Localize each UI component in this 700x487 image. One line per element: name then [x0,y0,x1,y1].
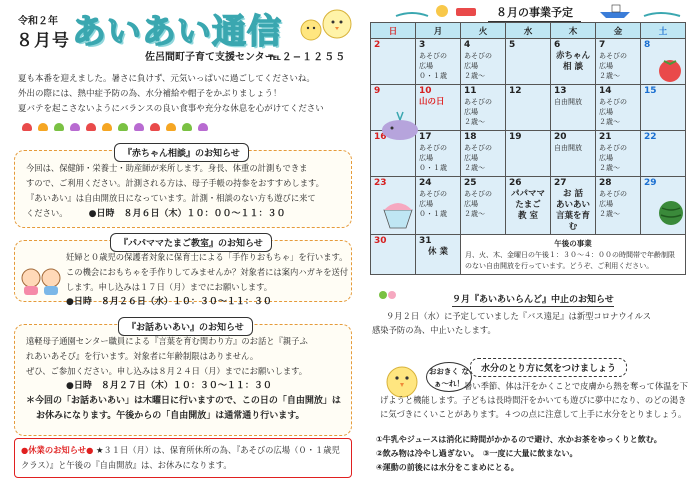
day-number: 22 [644,132,657,142]
day-number: 13 [554,86,567,96]
day-event: あそびの [599,52,627,60]
afternoon-program-heading: 午後の事業 [554,239,592,248]
day-number: 14 [599,86,612,96]
calendar-day [461,39,506,85]
calendar-title: ８月の事業予定 [488,4,581,23]
fruit-decoration-row [22,122,352,132]
weekday-mon: 月 [416,23,461,39]
chick-illustration [293,6,353,46]
shaved-ice-illustration [378,196,418,232]
hydration-body: 暑い季節、体は汗をかくことで皮膚から熱を奪って体温を下げようと機能します。子どもは長時間汗をかいても遊びに夢中になり、のどの渇きに気づきにくいことがあります。４つの点に注意して上手に水分をとりましょう。 [380,381,689,419]
intro-line: 夏バテを起こさないようにバランスの良い食事や充分な休息を心がけてください [18,104,324,114]
day-event: ０・１歳 [419,72,447,80]
weekday-sat: 土 [641,23,686,39]
newsletter-title: あいあい通信 [72,12,282,52]
issue-month: ８月号 [16,31,70,51]
day-number: 12 [509,86,522,96]
day-event: ２歳〜 [599,118,620,126]
calendar-day [461,131,506,177]
day-number: 20 [554,132,567,142]
day-number: 24 [419,178,432,188]
day-number: 10 [419,86,432,96]
day-number: 3 [419,40,426,50]
body-line: します。申し込みは１７日（月）までにお願いします。 [66,282,273,292]
calendar-day [506,39,551,85]
calendar-day [596,39,641,85]
day-event: ２歳〜 [464,164,485,172]
day-number: 29 [644,178,657,188]
day-event: ２歳〜 [464,210,485,218]
calendar-day [416,39,461,85]
day-event: 広場 [464,108,478,116]
day-event: 広場 [464,154,478,162]
day-number: 19 [509,132,522,142]
day-event: あそびの [419,190,447,198]
day-event: ２歳〜 [464,118,485,126]
day-number: 2 [374,40,381,50]
calendar-day [641,131,686,177]
weekday-wed: 水 [506,23,551,39]
publisher: 佐呂間町子育て支援センター [145,52,275,63]
holiday-notice-label: ●休業のお知らせ● [21,445,94,455]
day-event: 広場 [464,200,478,208]
day-event: 自由開放 [554,98,582,106]
day-event: あそびの [599,98,627,106]
day-event: 広場 [419,154,433,162]
event-calendar [370,22,686,275]
calendar-day [506,131,551,177]
day-event: パパママ [510,189,545,199]
hydration-tips [376,433,694,475]
day-event: 言葉を育む [555,211,590,232]
calendar-day [416,235,461,275]
day-event: 広場 [419,200,433,208]
day-number: 6 [554,40,561,50]
day-number: 18 [464,132,477,142]
story-time-schedule: ●日時 ８月２７日（木）１０：３０〜１１：３０ [66,381,272,391]
papa-mama-body [66,250,350,310]
day-event: 自由開放 [554,144,582,152]
aiai-land-title [452,292,614,307]
day-number: 4 [464,40,471,50]
calendar-day [506,177,551,235]
baby-consult-schedule: ●日時 ８月６日（木）１０：００〜１１：３０ [88,209,286,219]
day-event: あそびの [599,190,627,198]
day-event: 山の日 [419,97,445,107]
day-event: あそびの [419,144,447,152]
publisher-tel: ℡２−１２５５ [268,52,347,63]
speech-bubble: おおきく なぁ〜れ！ [426,362,472,392]
day-event: 広場 [599,154,613,162]
papa-mama-title: 『パパママたまご教室』のお知らせ [110,233,272,252]
holiday-notice-text [21,443,347,473]
day-event: ２歳〜 [599,72,620,80]
calendar-week [371,39,686,85]
story-time-body [26,334,348,424]
day-number: 31 [419,236,432,246]
baby-consult-title: 『赤ちゃん相談』のお知らせ [114,143,249,162]
calendar-day [371,39,416,85]
calendar-day [596,85,641,131]
day-number: 30 [374,236,387,246]
day-number: 15 [644,86,657,96]
beach-illustration [392,2,482,20]
afternoon-program-text: 月、火、木、金曜日の午後１：３０〜４：００の時間帯で年齢制限のない自由開放を行っています。どうぞ、ご利用ください。 [465,251,675,270]
body-line: 遠軽母子通園センター職員による『言葉を育む関わり方』のお話と『親子ふ [26,336,308,346]
calendar-day [371,235,416,275]
day-event: あいあい [555,200,590,210]
day-event: 赤ちゃん [555,51,590,61]
day-number: 16 [374,132,387,142]
afternoon-program-note [461,235,686,275]
day-event: 広場 [419,62,433,70]
day-event: ０・１歳 [419,210,447,218]
tip-item: ④運動の前後には水分をこまめにとる。 [376,463,519,472]
day-event: 教 室 [518,211,538,221]
intro-line: 外出の際には、熱中症予防の為、水分補給や帽子をかぶりましょう！ [18,89,282,99]
day-event: あそびの [599,144,627,152]
day-event: あそびの [464,144,492,152]
day-number: 8 [644,40,651,50]
tip-item: ②飲み物は冷やし過ぎない。 ③一度に大量に飲まない。 [376,449,578,458]
day-event: ２歳〜 [599,210,620,218]
baby-illustration [20,262,62,296]
watermelon-illustration [656,198,686,228]
day-number: 25 [464,178,477,188]
day-event: 広場 [464,62,478,70]
tomato-illustration [656,54,684,84]
story-time-note: ＊今回の「お話あいあい」は木曜日に行いますので、この日の「自由開放」は [26,396,341,406]
day-event: 広場 [599,108,613,116]
story-time-note: お休みになります。午後からの「自由開放」は通常通り行います。 [36,411,305,421]
day-event: 相 談 [563,62,583,72]
calendar-day [461,177,506,235]
body-line: れあいあそび』を行います。対象者に年齢制限はありません。 [26,351,259,361]
calendar-day [416,177,461,235]
body-line: 今回は、保健師・栄養士・助産師が来所します。身長、体重の計測もできま [26,163,308,173]
day-number: 27 [554,178,567,188]
day-number: 5 [509,40,516,50]
body-line: ９月２日（水）に予定していました『バス遠足』は新型コロナウイルス [386,311,652,321]
day-event: ２歳〜 [599,164,620,172]
day-event: ２歳〜 [464,72,485,80]
issue-year: 令和２年 [18,16,58,27]
day-event: 広場 [599,62,613,70]
day-number: 28 [599,178,612,188]
intro-text [18,72,348,117]
aiai-land-body [372,309,690,337]
calendar-day [596,131,641,177]
day-event: ０・１歳 [419,164,447,172]
day-event: お 話 [563,189,583,199]
calendar-day [551,39,596,85]
body-line: 感染予防の為、中止いたします。 [372,325,496,335]
body-line: すので、ご利用ください。計測される方は、母子手帳の持参をおすすめします。 [26,178,324,188]
calendar-day [551,177,596,235]
day-event: あそびの [464,98,492,106]
day-event: あそびの [419,52,447,60]
weekday-tue: 火 [461,23,506,39]
day-number: 26 [509,178,522,188]
day-event: たまご [515,200,541,210]
day-number: 21 [599,132,612,142]
day-number: 23 [374,178,387,188]
aiai-land-title-text: ９月『あいあいらんど』中止のお知らせ [452,295,614,305]
calendar-day [551,131,596,177]
whale-illustration [378,108,424,142]
body-line: 妊婦と０歳児の保護者対象に保育士による「手作りおもちゃ」を行います。 [66,252,348,262]
balloon-decoration [378,288,402,302]
day-event: 休 業 [428,247,448,257]
calendar-day [506,85,551,131]
day-event: あそびの [464,190,492,198]
papa-mama-schedule: ●日時 ８月２６日（水）１０：３０〜１１：３０ [66,297,272,307]
intro-line: 夏も本番を迎えました。暑さに負けず、元気いっぱいに過ごしてくださいね。 [18,74,315,84]
weekday-fri: 金 [596,23,641,39]
day-event: 広場 [599,200,613,208]
day-event: あそびの [464,52,492,60]
boat-illustration [590,2,686,20]
calendar-day [596,177,641,235]
calendar-day [641,85,686,131]
weekday-thu: 木 [551,23,596,39]
holiday-notice-box [14,438,352,478]
calendar-day [551,85,596,131]
calendar-day [461,85,506,131]
day-number: 7 [599,40,606,50]
story-time-title: 『お話あいあい』のお知らせ [118,317,253,336]
body-line: 『あいあい』は自由開放日になっています。計測・相談のない方も遊びに来て [26,193,316,203]
weekday-sun: 日 [371,23,416,39]
day-number: 11 [464,86,477,96]
tip-item: ①牛乳やジュースは消化に時間がかかるので避け、水かお茶をゆっくりと飲む。 [376,435,662,444]
day-number: 9 [374,86,381,96]
holiday-notice-body: ★３１日（月）は、保育所休所の為、『あそびの広場（０・１歳児クラス）』と午後の『自由開放』は、お休みになります。 [21,445,340,470]
hydration-title: 水分のとり方に気をつけましょう [470,358,627,377]
baby-consult-body [26,161,348,222]
body-line: ください。 [26,208,68,218]
body-line: ぜひ、ご参加ください。申し込みは８月２４日（月）までにお願いします。 [26,366,308,376]
day-number: 17 [419,132,432,142]
body-line: この機会におもちゃを手作りしてみませんか？対象者には案内ハガキを送付 [66,267,349,277]
